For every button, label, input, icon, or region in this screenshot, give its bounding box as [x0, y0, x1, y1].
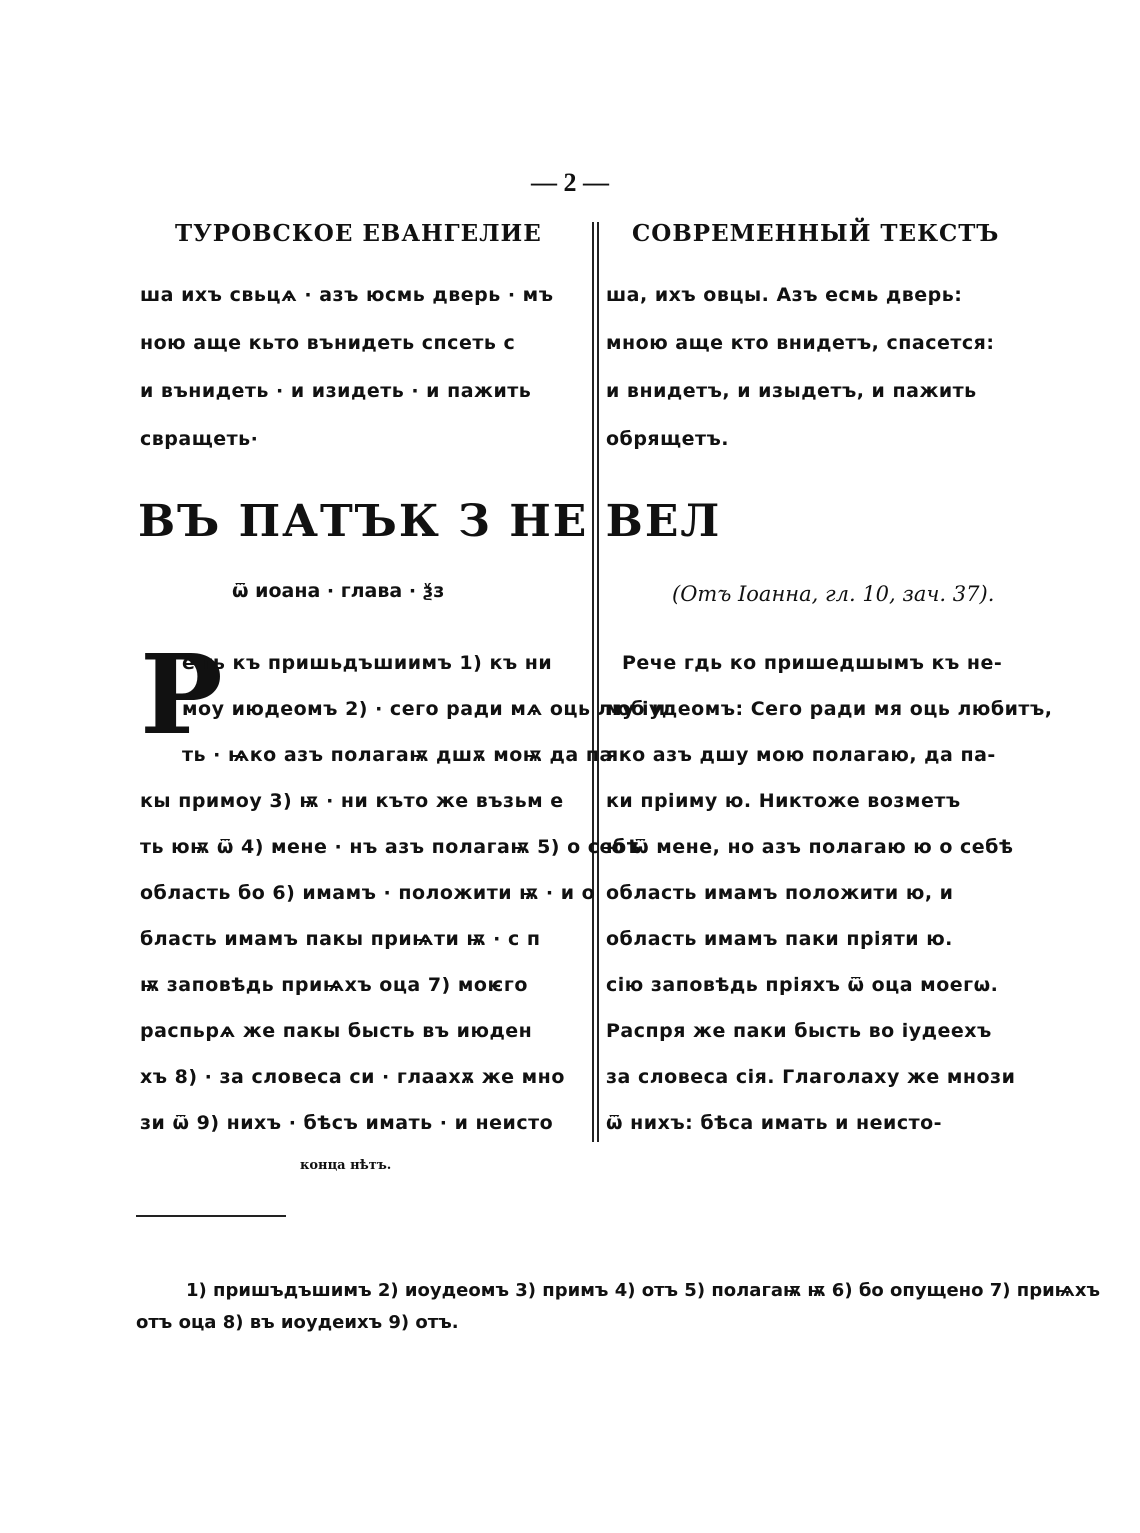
- text-line: ѿ нихъ: бѣса имать и неисто-: [606, 1112, 943, 1134]
- text-line: ѭ заповѣдь приѩхъ оца 7) моѥго: [140, 974, 528, 996]
- text-line: свращеть·: [140, 428, 259, 450]
- left-chapter-reference: ѿ иоана · глава · ѯз: [232, 580, 445, 602]
- text-line: за словеса сія. Глаголаху же мнози: [606, 1066, 1016, 1088]
- right-column-title: СОВРЕМЕННЫЙ ТЕКСТЪ: [632, 220, 1000, 247]
- left-end-note: конца нѣтъ.: [300, 1158, 392, 1173]
- text-line: ша, ихъ овцы. Азъ есмь дверь:: [606, 284, 963, 306]
- text-line: е гь къ пришьдъшиимъ 1) къ ни: [182, 652, 553, 674]
- footnote-line: отъ оца 8) въ иоудеихъ 9) отъ.: [136, 1312, 459, 1333]
- text-line: ть юѭ ѿ 4) мене · нъ азъ полагаѭ 5) о себѣ: [140, 836, 642, 858]
- drop-cap: Р: [140, 630, 223, 759]
- column-divider: [592, 222, 599, 1142]
- text-line: сію заповѣдь пріяхъ ѿ оца моегѡ.: [606, 974, 999, 996]
- page-number: — 2 —: [531, 168, 609, 197]
- text-line: ша ихъ свьцѧ · азъ юсмь дверь · мъ: [140, 284, 554, 306]
- left-column-title: ТУРОВСКОЕ ЕВАНГЕЛИЕ: [175, 220, 542, 247]
- text-line: и вънидеть · и изидеть · и пажить: [140, 380, 532, 402]
- text-line: область имамъ положити ю, и: [606, 882, 954, 904]
- text-line: область имамъ паки пріяти ю.: [606, 928, 953, 950]
- text-line: ю ѿ мене, но азъ полагаю ю о себѣ: [606, 836, 1014, 858]
- text-line: кы примоу 3) ѭ · ни къто же възьм е: [140, 790, 564, 812]
- text-line: ною аще кьто вънидеть спсеть с: [140, 332, 516, 354]
- text-line: яко азъ дшу мою полагаю, да па-: [606, 744, 996, 766]
- text-line: распьрѧ же пакы бысть въ июден: [140, 1020, 533, 1042]
- text-line: мною аще кто внидетъ, спасется:: [606, 332, 995, 354]
- text-line: Распря же паки бысть во іудеехъ: [606, 1020, 992, 1042]
- text-line: область бо 6) имамъ · положити ѭ · и о: [140, 882, 596, 904]
- text-line: хъ 8) · за словеса си · глаахѫ же мно: [140, 1066, 565, 1088]
- text-line: обрящетъ.: [606, 428, 730, 450]
- footnote-rule: [136, 1215, 286, 1217]
- reading-heading: ВЪ ПАТЪК З НЕ ВЕЛ: [138, 496, 722, 547]
- footnote-line: 1) пришъдъшимъ 2) иоудеомъ 3) примъ 4) отъ 5) полагаѭ ѭ 6) бо опущено 7) приѩхъ: [186, 1280, 1101, 1301]
- text-line: му іудеомъ: Сего ради мя оць любитъ,: [606, 698, 1053, 720]
- text-line: и внидетъ, и изыдетъ, и пажить: [606, 380, 977, 402]
- right-chapter-reference: (Отъ Іоанна, гл. 10, зач. 37).: [672, 582, 995, 606]
- text-line: моу июдеомъ 2) · сего ради мѧ оць люб и: [182, 698, 666, 720]
- text-line: зи ѿ 9) нихъ · бѣсъ имать · и неисто: [140, 1112, 554, 1134]
- text-line: ть · ѩко азъ полагаѭ дшѫ моѭ да па: [182, 744, 613, 766]
- text-line: бласть имамъ пакы приѩти ѭ · с п: [140, 928, 541, 950]
- text-line: Рече гдь ко пришедшымъ къ не-: [622, 652, 1003, 674]
- footnotes: [136, 1275, 1101, 1339]
- text-line: ки пріиму ю. Никтоже возметъ: [606, 790, 961, 812]
